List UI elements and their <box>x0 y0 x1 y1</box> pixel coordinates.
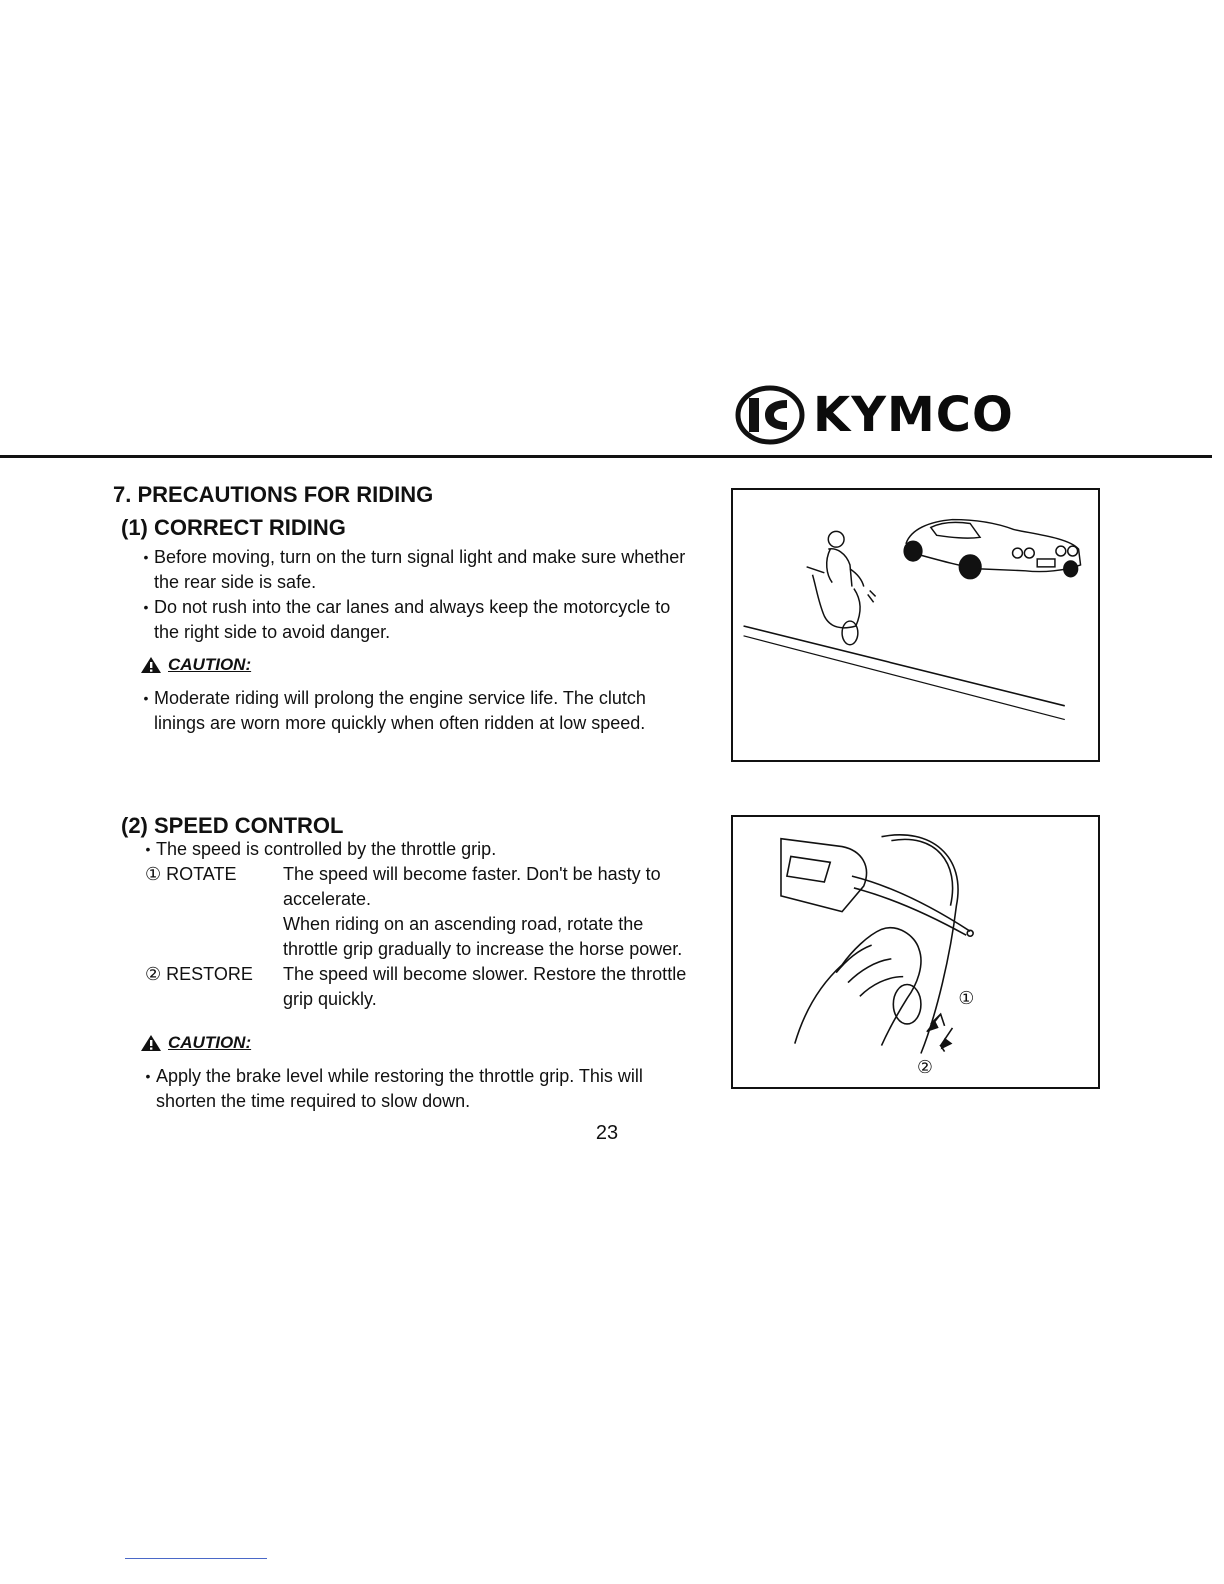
label-one: ① <box>958 989 975 1010</box>
list-item: • Do not rush into the car lanes and always keep the motorcycle to the right side to avoid danger. <box>143 597 671 642</box>
step-rotate: ① ROTATE The speed will become faster. Don't be hasty to accelerate. <box>145 864 661 909</box>
header-rule <box>0 455 1212 458</box>
section-title: 7. PRECAUTIONS FOR RIDING <box>113 482 434 507</box>
step-rotate-detail: When riding on an ascending road, rotate the throttle grip gradually to increase the horse power. <box>283 914 683 959</box>
caution-label: CAUTION: <box>140 1033 251 1053</box>
correct-riding-heading: (1) CORRECT RIDING <box>121 515 346 540</box>
figure-throttle-grip <box>731 815 1100 1089</box>
caution-text: • Apply the brake level while restoring the throttle grip. This will shorten the time required to slow down. <box>145 1066 643 1111</box>
label-two: ② <box>916 1058 933 1079</box>
speed-control-heading: (2) SPEED CONTROL <box>121 813 344 838</box>
correct-riding-bullets <box>138 545 698 645</box>
speed-control-intro: • The speed is controlled by the throttle grip. <box>145 839 497 859</box>
kymco-k-logo-icon <box>735 384 805 446</box>
page-number: 23 <box>595 1122 619 1144</box>
scooter-car-illustration <box>733 490 1098 760</box>
list-item: • Before moving, turn on the turn signal light and make sure whether the rear side is safe. <box>143 547 686 592</box>
step-restore: ② RESTORE The speed will become slower. Restore the throttle grip quickly. <box>145 964 687 1009</box>
speed-control-steps <box>145 862 705 1012</box>
brand-logo <box>735 384 1095 446</box>
throttle-grip-illustration <box>733 817 1098 1087</box>
caution-label: CAUTION: <box>140 655 251 675</box>
caution-text: • Moderate riding will prolong the engine service life. The clutch linings are worn more quickly when often ridden at low speed. <box>143 688 646 733</box>
warning-triangle-icon <box>140 656 162 674</box>
warning-triangle-icon <box>140 1034 162 1052</box>
footer-line <box>125 1558 267 1559</box>
figure-scooter-and-car <box>731 488 1100 762</box>
brand-name: KYMCO <box>813 387 1014 443</box>
